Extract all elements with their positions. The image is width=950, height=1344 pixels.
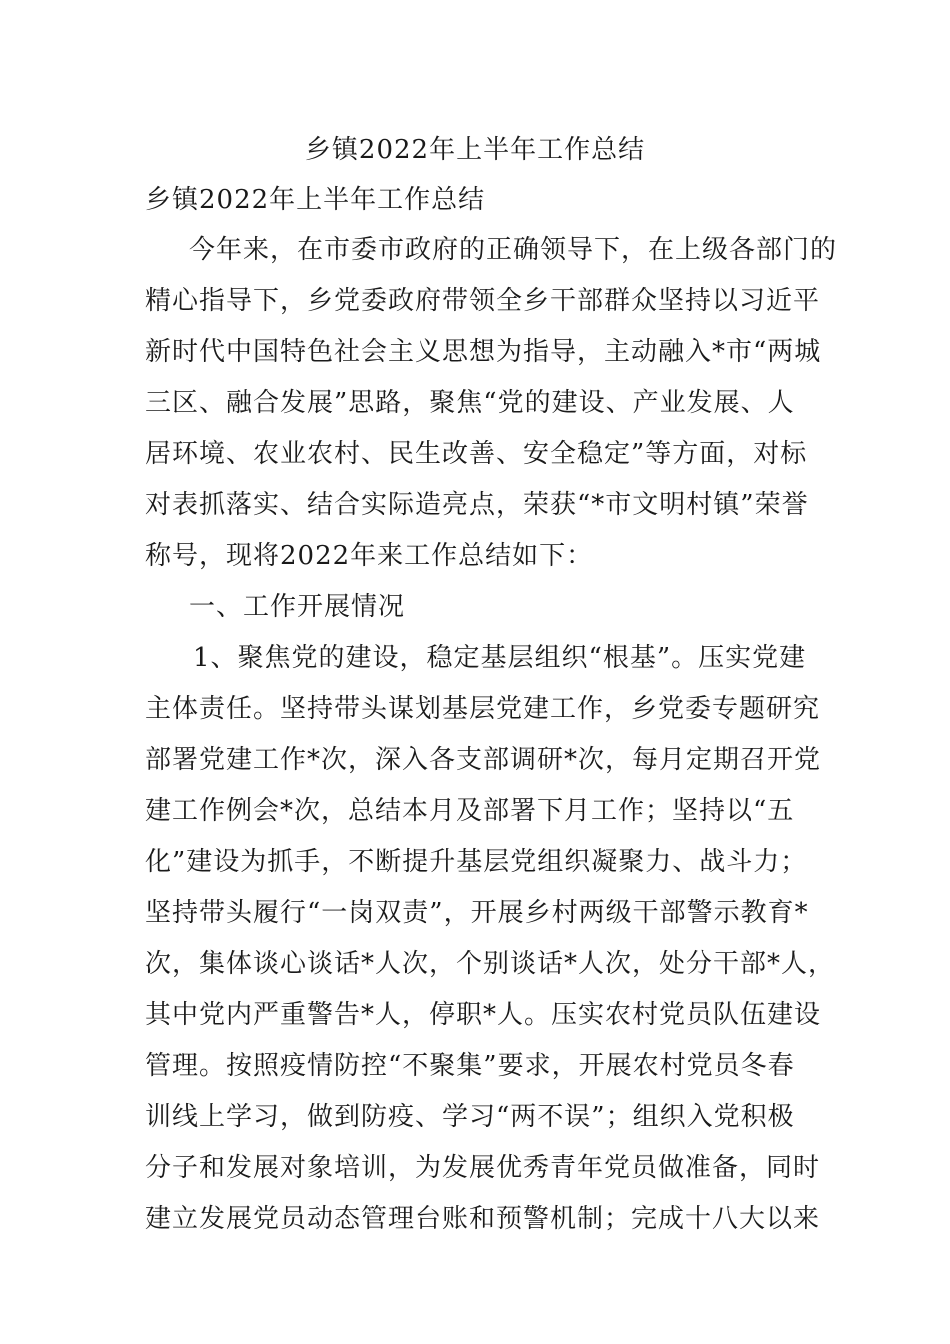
paragraph-line: 新时代中国特色社会主义思想为指导，主动融入*市“两城 — [145, 337, 822, 367]
paragraph-line: 其中党内严重警告*人，停职*人。压实农村党员队伍建设 — [145, 1000, 822, 1030]
document-subtitle: 乡镇2022年上半年工作总结 — [145, 185, 486, 215]
paragraph-line: 分子和发展对象培训，为发展优秀青年党员做准备，同时 — [145, 1153, 821, 1183]
paragraph-line: 居环境、农业农村、民生改善、安全稳定”等方面，对标 — [145, 439, 808, 469]
paragraph-line: 三区、融合发展”思路，聚焦“党的建设、产业发展、人 — [145, 388, 795, 418]
paragraph-line: 建立发展党员动态管理台账和预警机制；完成十八大以来 — [145, 1204, 821, 1234]
paragraph-line: 称号，现将2022年来工作总结如下： — [145, 541, 594, 571]
paragraph-line: 训线上学习，做到防疫、学习“两不误”；组织入党积极 — [145, 1102, 795, 1132]
paragraph-line: 坚持带头履行“一岗双责”，开展乡村两级干部警示教育* — [145, 898, 809, 928]
paragraph-line: 1、聚焦党的建设，稳定基层组织“根基”。压实党建 — [193, 643, 807, 673]
paragraph-line: 建工作例会*次，总结本月及部署下月工作；坚持以“五 — [145, 796, 795, 826]
document-body — [145, 228, 838, 1248]
section-heading: 一、工作开展情况 — [189, 592, 406, 622]
document-title: 乡镇2022年上半年工作总结 — [304, 135, 646, 165]
paragraph-line: 对表抓落实、结合实际造亮点，荣获“*市文明村镇”荣誉 — [145, 490, 809, 520]
paragraph-line: 化”建设为抓手，不断提升基层党组织凝聚力、战斗力； — [145, 847, 808, 877]
paragraph-line: 次，集体谈心谈话*人次，个别谈话*人次，处分干部*人， — [145, 949, 836, 979]
paragraph-line: 主体责任。坚持带头谋划基层党建工作，乡党委专题研究 — [145, 694, 821, 724]
paragraph-line: 精心指导下，乡党委政府带领全乡干部群众坚持以习近平 — [145, 286, 821, 316]
paragraph-line: 管理。按照疫情防控“不聚集”要求，开展农村党员冬春 — [145, 1051, 795, 1081]
paragraph-line: 今年来，在市委市政府的正确领导下，在上级各部门的 — [189, 235, 838, 265]
paragraph-line: 部署党建工作*次，深入各支部调研*次，每月定期召开党 — [145, 745, 822, 775]
